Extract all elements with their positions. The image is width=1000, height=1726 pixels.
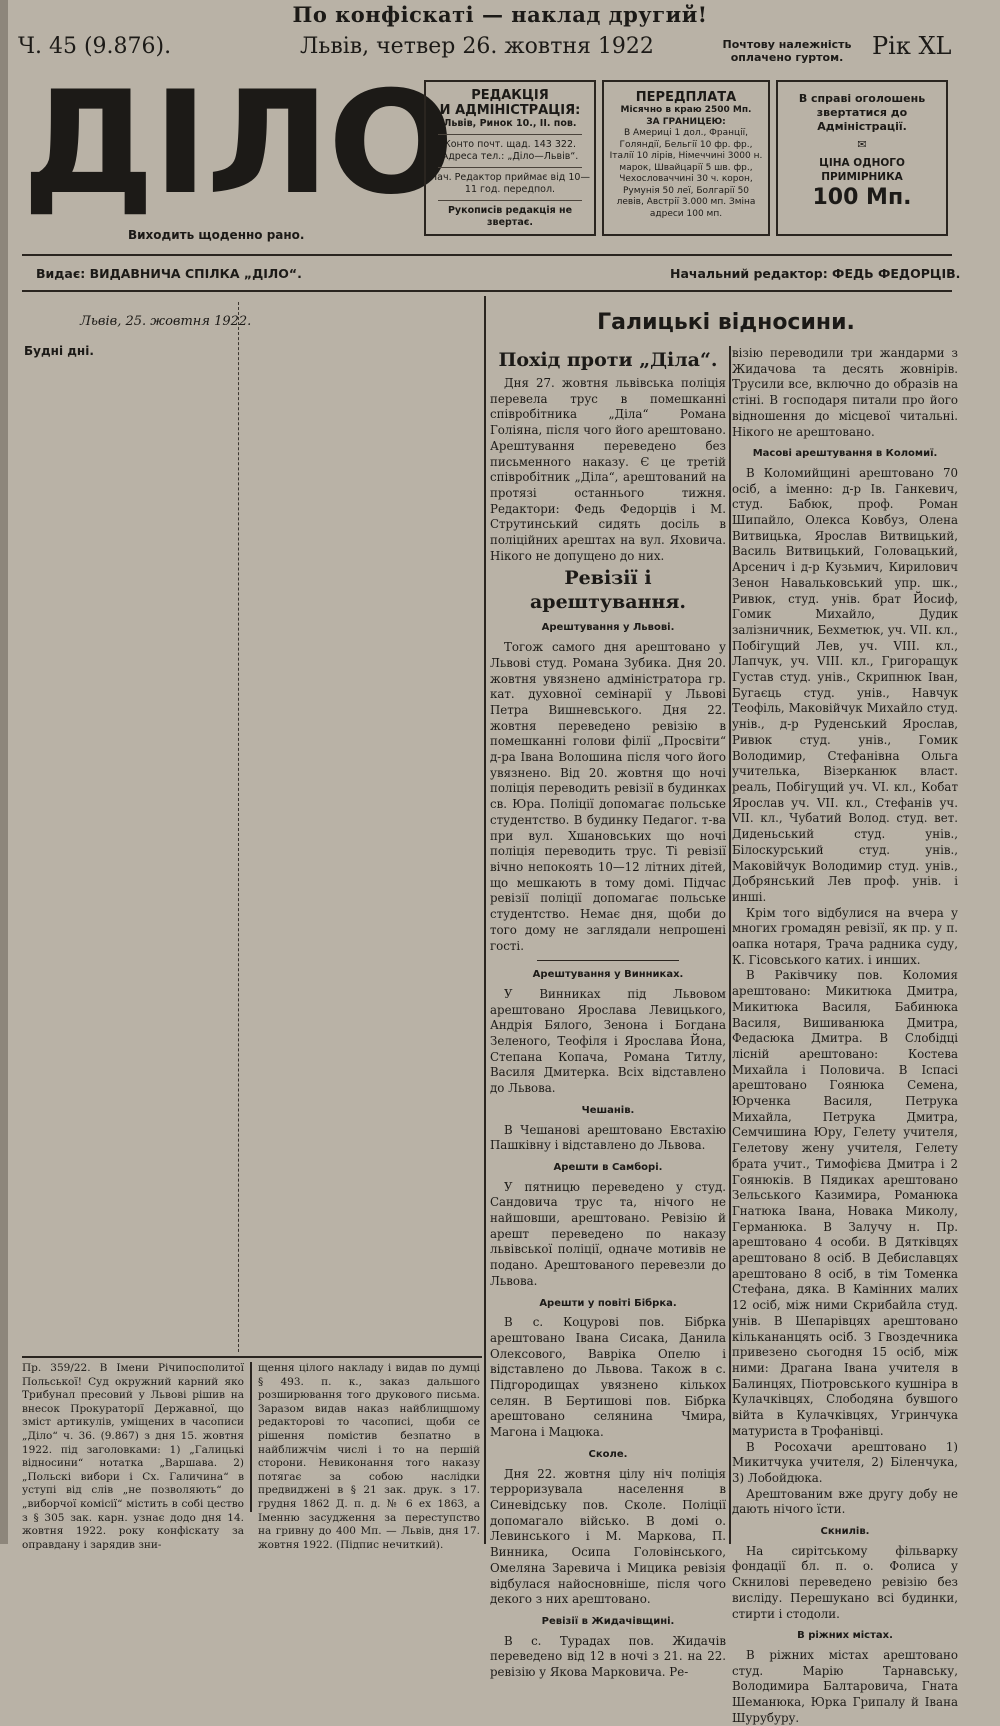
article-column-3	[732, 346, 958, 1726]
header-rule	[22, 290, 952, 292]
price-value: 100 Мп.	[812, 185, 912, 210]
subheading: Арештування у Винниках.	[532, 969, 684, 981]
section-title: Галицькі відносини.	[597, 310, 855, 335]
subheading: Арешти у повіті Бібрка.	[539, 1297, 677, 1309]
column-rule	[729, 346, 731, 1544]
subscription-monthly: Місячно в краю 2500 Мп.	[620, 105, 752, 115]
article-paragraph: Крім того відбулися на вчера у многих громадян ревізії, як пр. у п. оапка нотаря, Трача радника суду, К. Гісовського катих. і инших.	[732, 905, 958, 967]
editorial-head-1: РЕДАКЦІЯ	[471, 88, 549, 103]
editorial-box	[424, 80, 596, 236]
subheading: Ревізії в Жидачівщині.	[541, 1615, 675, 1627]
article-paragraph: В Коломийщині арештовано 70 осіб, а іменно: д-р Ів. Ганкевич, студ. Бабюк, проф. Роман Шипайло, Олекса Ковбуз, Олена Витвицька, Ярослав Витвицький, Василь Витвицький, Головацький, Арсенич і д-р Кузьмич, Кирилович Зенон Навальковський упр. шк., Ривюк, студ. унів. брат Йосиф, Гомик Михайло, Дудик залізничник, Бехметюк, уч. VII. кл., Побігущий Лев, уч. VIII. кл., Лапчук, уч. VIII. кл., Григоращук Густав студ. унів., Скрипнюк Іван, Бугаєць студ. унів., Навчук Теофіль, Маковійчук Михайло студ. унів., д-р Руденський Ярослав, Ривюк студ. унів., Гомик Володимир, Стефанівна Ольга учителька, Візерканюк власт. реаль, Побігущий уч. VI. кл., Кобат Ярослав уч. VII. кл., Стефанів уч. VII. кл., Чубатий Волод. студ. вет. Диденьський студ. унів., Білоскурський студ. унів., Маковійчук Володимир студ. унів., Добрянський Лев проф. унів. і инші.	[732, 465, 958, 904]
article-paragraph: В с. Коцурові пов. Бібрка арештовано Івана Сисака, Данила Олексового, Вавріка Опелю і відставлено до Львова. Також в с. Підгородищах увязнено кількох селян. В Бертишові пов. Бібрка арештовано селянина Чмира, Магона і Мацюка.	[490, 1315, 726, 1440]
article-paragraph: В Росохачи арештовано 1) Микитчука учителя, 2) Біленчука, 3) Лобойдюка.	[732, 1439, 958, 1485]
subheading: Скнилів.	[820, 1526, 870, 1538]
subheading: Масові арештування в Коломиї.	[752, 448, 938, 460]
year: Рік XL	[872, 32, 952, 60]
postage-note	[712, 38, 862, 64]
subscription-head: ПЕРЕДПЛАТА	[635, 90, 737, 105]
editorial-hours: Нач. Редактор приймає від 10—11 год. передпол.	[430, 172, 590, 195]
article-paragraph: Дня 22. жовтня цілу ніч поліція терроризувала населення в Синевідську пов. Сколе. Поліції допомагало військо. В домі о. Левинського і М. Маркова, П. Винника, Осипа Головінського, Омеляна Заревича і Мицика ревізія відбулася найосновніше, після чого декого з них арештовано.	[490, 1466, 726, 1607]
editorial-account: Конто почт. щад. 143 322.	[443, 139, 577, 150]
divider	[537, 960, 679, 961]
article-paragraph: У пятницю переведено у студ. Сандовича трус та, нічого не найшовши, арештовано. Ревізію й арешт переведено по наказу львівської поліції, одначе мотивів не подано. Арештованого перевезли до Львова.	[490, 1179, 726, 1288]
header-rule	[22, 254, 952, 256]
confiscation-notice-left: Пр. 359/22. В Імени Річипосполитої Польської! Суд окружний карний яко Трибунал пресовий у Львові рішив на внесок Прокураторії Державної, що зміст артикулів, уміщених в часописи „Діло“ ч. 36. (9.867) з дня 15. жовтня 1922. під заголовками: 1) „Галицькі відносини“ нотатка „Варшава. 2) „Польскі вибори і Сх. Галичина“ в уступі від слів „не позволяють“ до „виборчої комісії“ містить в собі цество з § 305 зак. карн. узнає додо дня 14. жовтня 1922. року конфіскату за оправдану і зарядив зни-	[22, 1362, 244, 1551]
decorative-icon: ✉	[857, 138, 867, 151]
editorial-heading: Будні дні.	[24, 344, 94, 358]
editorial-address: Львів, Ринок 10., II. пов.	[443, 118, 577, 129]
subscription-abroad-head: ЗА ГРАНИЦЕЮ:	[646, 116, 726, 127]
article-paragraph: Арештованим вже другу добу не дають нічого їсти.	[732, 1486, 958, 1517]
editorial-divider	[438, 200, 582, 201]
column-date: Львів, 25. жовтня 1922.	[80, 314, 252, 329]
article-paragraph: В ріжних містах арештовано студ. Марію Тарнавську, Володимира Балтаровича, Гната Шеманюка, Юрка Грипалу й Івана Шурубуру.	[732, 1647, 958, 1725]
price-head: ЦІНА ОДНОГО ПРИМІРНИКА	[819, 157, 905, 183]
article-paragraph: В Чешанові арештовано Евстахію Пашківну і відставлено до Львова.	[490, 1122, 726, 1153]
subscription-box	[602, 80, 770, 236]
article-paragraph: Тогож самого дня арештовано у Львові студ. Романа Зубика. Дня 20. жовтня увязнено адміністратора гр. кат. духовної семінарії у Львові Петра Вишневського. Дня 22. жовтня переведено ревізію в помешканні голови філії „Просвіти“ д-ра Івана Волошина після чого його увязнено. Від 20. жовтня що ночі поліція переводить ревізії в будинках св. Юра. Поліції допомагає польське студентство. В будинку Педагог. т-ва при вул. Хшановських що ночі поліція переводить трус. Ті ревізії вічно непокоять 10—12 літних дітей, що мешкають в тому домі. Підчас ревізії поліції допомагає польське студентство. Немає дня, щоби до того дому не заглядали непрошені гості.	[490, 640, 726, 953]
top-banner: По конфіскаті — наклад другий!	[292, 2, 708, 27]
subheading: В ріжних містах.	[797, 1630, 893, 1642]
censored-blank-area	[238, 302, 479, 1352]
editorial-divider	[438, 134, 582, 135]
subheading: Сколе.	[588, 1448, 628, 1460]
binding-edge	[0, 0, 8, 1544]
subheading: Чешанів.	[581, 1104, 635, 1116]
issue-number: Ч. 45 (9.876).	[18, 34, 172, 59]
article-paragraph: Дня 27. жовтня львівська поліція перевела трус в помешканні співробітника „Діла“ Романа Голіяна, після чого його арештовано. Арештування переведено без письменного наказу. Є це третій співробітник „Діла“, арештований на протязі останнього тижня. Редактори: Федь Федорців і М. Струтинський сидять досіль в поліційних арештах на вул. Яховича. Нікого не допущено до них.	[490, 376, 726, 563]
column-rule	[484, 296, 486, 1544]
article-paragraph: В Раківчику пов. Коломия арештовано: Микитюка Дмитра, Микитюка Василя, Бабинюка Василя, Вишиванюка Дмитра, Федасюка Дмитра. В Слобідці лісній арештовано: Костева Михайла і Половича. В Іспасі арештовано Гоянюка Семена, Юрченка Василя, Петрука Михайла, Петрука Дмитра, Семчишина Юру, Гелету учителя, Гелетову жену учителя, Гелету брата учит., Тимофієва Дмитра і 2 Гоянюків. В Пядиках арештовано Зельського Казимира, Романюка Гнатюка Івана, Новака Миколу, Германюка. В Залучу н. Пр. арештовано 4 особи. В Дятківцях арештовано 8 осіб. В Дебиславцях арештовано 8 осіб, в тім Томенка Стефана, дяка. В Камінних малих 12 осіб, між ними Скрибайла студ. унів. В Шепарівцях арештовано кількананцять осіб. З Гвоздечника привезено сьогодня 15 осіб, між ними: Драгана Івана учителя в Балинцях, Піотровського кушніра в Кулачківцях, Слободяна бувшого війта в Кулачківцях, Угринчука матуриста в Трофанівці.	[732, 968, 958, 1438]
tagline: Виходить щоденно рано.	[128, 228, 305, 242]
article-paragraph: У Винниках під Львовом арештовано Ярослава Левицького, Андрія Бялого, Зенона і Богдана Зеленого, Теофіля і Ярослава Йона, Степана Копача, Романа Титлу, Василя Дмитерка. Всіх відставлено до Львова.	[490, 986, 726, 1096]
subheading: Арештування у Львові.	[541, 622, 675, 634]
publisher: Видає: ВИДАВНИЧА СПІЛКА „ДІЛО“.	[36, 266, 302, 281]
article-paragraph: В с. Турадах пов. Жидачів переведено від 12 в ночі з 21. на 22. ревізію у Якова Марковича. Ре-	[490, 1633, 726, 1680]
postage-line-1: Почтову належність	[722, 38, 852, 51]
postage-line-2: оплачено гуртом.	[730, 51, 844, 64]
editorial-head-2: И АДМІНІСТРАЦІЯ:	[439, 103, 581, 118]
confiscation-notice-right: щення цілого накладу і видав по думці § 493. п. к., заказ дальшого розширювання того друкового письма. Заразом видав наказ найблищшому редакторові то часописі, щоби се рішення помістив безпатно в найближчім числі і то на першій сторони. Невиконання того наказу потягає за собою наслідки предвиджені в § 21 зак. друк. з 17. грудня 1862 Д. п. д. № 6 ех 1863, а Іменню засудження за переступство на гривну до 400 Мп. — Львів, дня 17. жовтня 1922. (Підпис нечиткий).	[258, 1362, 480, 1551]
editorial-divider	[438, 167, 582, 168]
subscription-abroad: В Америці 1 дол., Франції, Голяндії, Бельгії 10 фр. фр., Італії 10 лірів, Німеччині 3000 н. марок, Швайцарії 5 шв. фр., Чехословаччині 30 ч. корон, Румунія 50 леї, Болгарії 50 левів, Австрії 3.000 мп. Зміна адреси 100 мп.	[609, 128, 763, 219]
price-box	[776, 80, 948, 236]
subheading: Арешти в Самборі.	[553, 1161, 663, 1173]
editorial-telegram: Адреса тел.: „Діло—Львів“.	[441, 151, 579, 162]
editorial-manuscripts: Рукописів редакція не звертає.	[447, 205, 573, 228]
column-rule	[250, 1362, 252, 1512]
masthead-title: ДІЛО	[22, 61, 453, 226]
article-heading: Похід проти „Діла“.	[498, 349, 718, 371]
ads-note: В справі оголошень звертатися до Адміністрації.	[798, 92, 926, 133]
notice-rule	[22, 1356, 482, 1358]
article-heading: Ревізії і арештування.	[529, 567, 687, 614]
dateline: Львів, четвер 26. жовтня 1922	[300, 34, 654, 59]
article-paragraph: На сирітському фільварку фондації бл. п. о. Фолиса у Скнилові переведено ревізію без висліду. Перешукано всі будинки, стирти і стодоли.	[732, 1543, 958, 1621]
article-column-2	[490, 346, 726, 1681]
chief-editor: Начальний редактор: ФЕДЬ ФЕДОРЦІВ.	[670, 266, 961, 281]
article-paragraph: візію переводили три жандарми з Жидачова та десять жовнірів. Трусили все, включно до образів на стіні. В господаря питали про його відношення до місцевої читальні. Нікого не арештовано.	[732, 346, 958, 439]
